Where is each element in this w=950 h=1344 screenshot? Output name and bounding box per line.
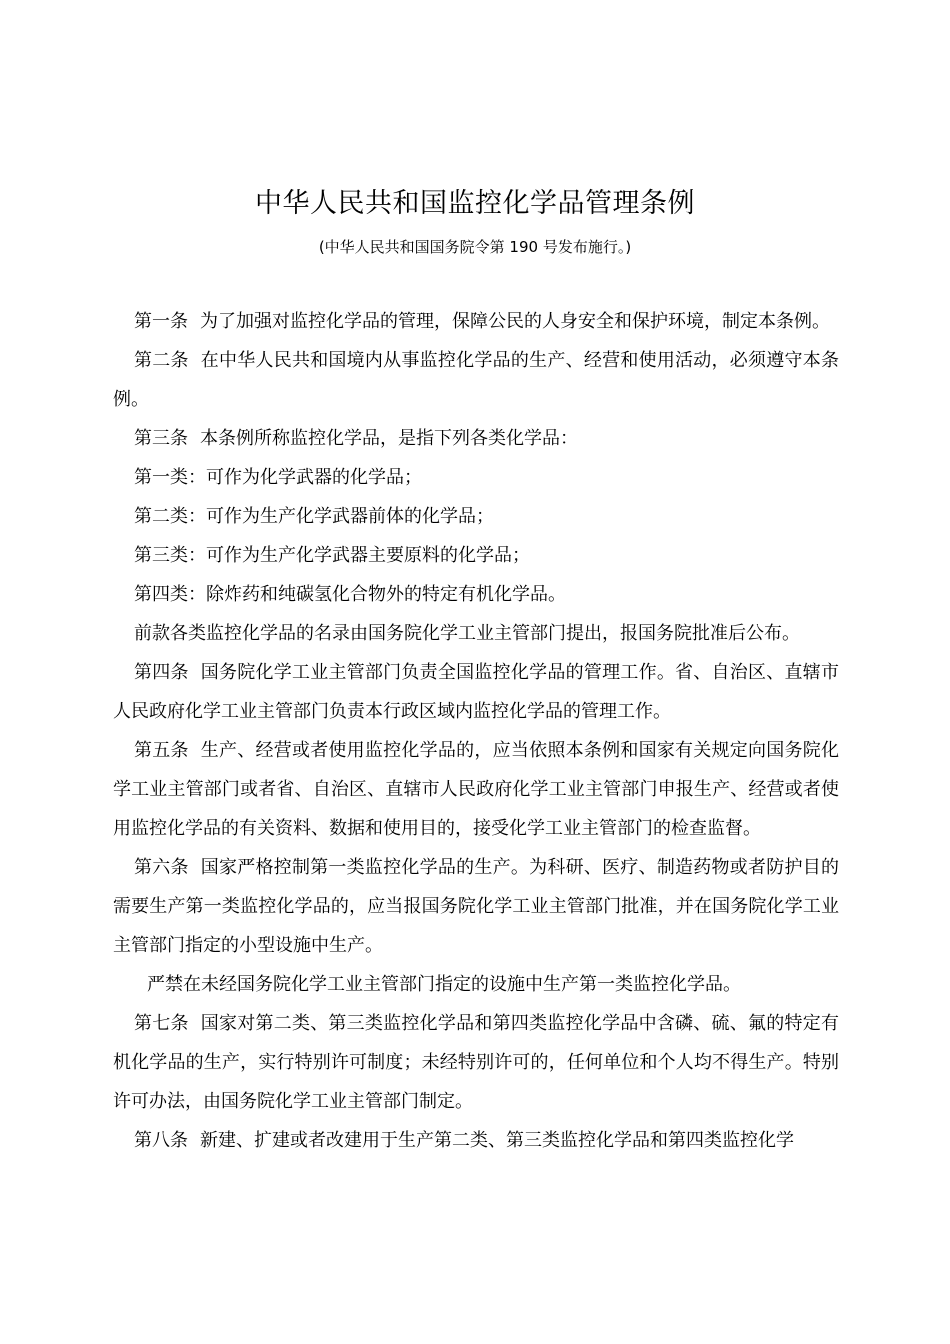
paragraph-article-6 xyxy=(113,848,839,965)
paragraph-article-8 xyxy=(113,1121,839,1160)
paragraph-category-4 xyxy=(113,575,839,614)
paragraph-text: 国家对第二类、第三类监控化学品和第四类监控化学品中含磷、硫、氟的特定有机化学品的生产，实行特别许可制度；未经特别许可的，任何单位和个人均不得生产。特别许可办法，由国务院化学工业主管部门制定。 xyxy=(113,1013,840,1112)
article-number: 第一条 xyxy=(134,311,188,332)
paragraph-article-4 xyxy=(113,653,839,731)
paragraph-text: 为了加强对监控化学品的管理，保障公民的人身安全和保护环境，制定本条例。 xyxy=(200,311,830,332)
paragraph-text: 第一类：可作为化学武器的化学品； xyxy=(134,467,422,488)
paragraph-text: 第二类：可作为生产化学武器前体的化学品； xyxy=(134,506,494,527)
paragraph-text: 本条例所称监控化学品，是指下列各类化学品： xyxy=(200,428,578,449)
paragraph-article-3 xyxy=(113,419,839,458)
document-body xyxy=(113,302,839,1160)
paragraph-text: 国务院化学工业主管部门负责全国监控化学品的管理工作。省、自治区、直辖市人民政府化学工业主管部门负责本行政区域内监控化学品的管理工作。 xyxy=(113,662,840,722)
article-number: 第三条 xyxy=(134,428,188,449)
paragraph-category-3 xyxy=(113,536,839,575)
paragraph-article-1 xyxy=(113,302,839,341)
paragraph-category-2 xyxy=(113,497,839,536)
paragraph-article-6-prohibition xyxy=(113,965,839,1004)
paragraph-article-7 xyxy=(113,1004,839,1121)
article-number: 第四条 xyxy=(134,662,189,683)
document-title: 中华人民共和国监控化学品管理条例 xyxy=(255,188,695,219)
paragraph-category-list-note xyxy=(113,614,839,653)
paragraph-text: 第四类：除炸药和纯碳氢化合物外的特定有机化学品。 xyxy=(134,584,566,605)
article-number: 第二条 xyxy=(134,350,189,371)
paragraph-article-5 xyxy=(113,731,839,848)
paragraph-text: 新建、扩建或者改建用于生产第二类、第三类监控化学品和第四类监控化学 xyxy=(200,1130,794,1151)
article-number: 第六条 xyxy=(134,857,189,878)
paragraph-text: 国家严格控制第一类监控化学品的生产。为科研、医疗、制造药物或者防护目的需要生产第一类监控化学品的，应当报国务院化学工业主管部门批准，并在国务院化学工业主管部门指定的小型设施中生产。 xyxy=(113,857,840,956)
paragraph-text: 第三类：可作为生产化学武器主要原料的化学品； xyxy=(134,545,530,566)
paragraph-text: 前款各类监控化学品的名录由国务院化学工业主管部门提出，报国务院批准后公布。 xyxy=(134,623,800,644)
paragraph-category-1 xyxy=(113,458,839,497)
article-number: 第七条 xyxy=(134,1013,189,1034)
paragraph-text: 生产、经营或者使用监控化学品的，应当依照本条例和国家有关规定向国务院化学工业主管部门或者省、自治区、直辖市人民政府化学工业主管部门申报生产、经营或者使用监控化学品的有关资料、数据和使用目的，接受化学工业主管部门的检查监督。 xyxy=(113,740,840,839)
article-number: 第八条 xyxy=(134,1130,188,1151)
paragraph-text: 严禁在未经国务院化学工业主管部门指定的设施中生产第一类监控化学品。 xyxy=(147,974,741,995)
document-subtitle: (中华人民共和国国务院令第 190 号发布施行。) xyxy=(318,238,632,256)
paragraph-article-2 xyxy=(113,341,839,419)
article-number: 第五条 xyxy=(134,740,189,761)
paragraph-text: 在中华人民共和国境内从事监控化学品的生产、经营和使用活动，必须遵守本条例。 xyxy=(113,350,840,410)
